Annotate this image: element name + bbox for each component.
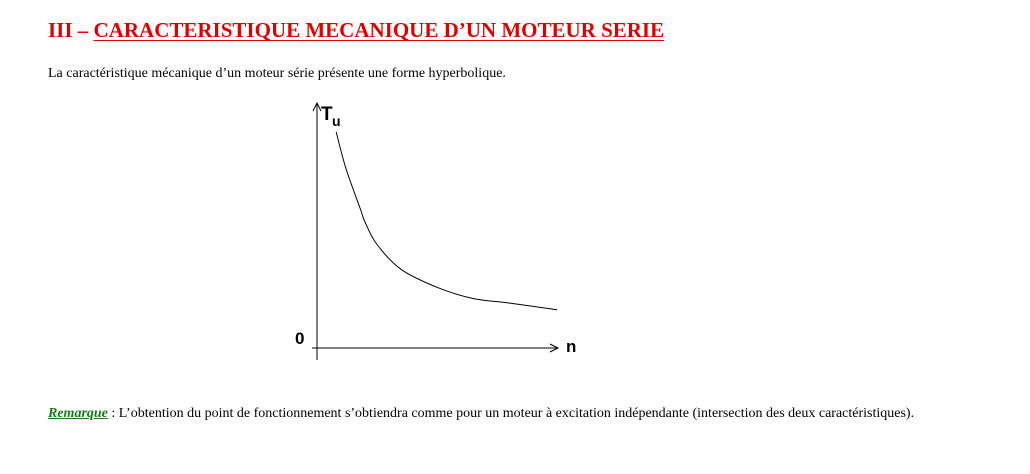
- intro-paragraph: La caractéristique mécanique d’un moteur série présente une forme hyperbolique.: [48, 66, 506, 81]
- remark-paragraph: [48, 404, 978, 424]
- y-axis-label: T: [321, 104, 333, 125]
- section-title: CARACTERISTIQUE MECANIQUE D’UN MOTEUR SERIE: [93, 18, 665, 42]
- remark-separator: :: [107, 406, 119, 421]
- x-axis-label: n: [566, 337, 577, 356]
- torque-speed-curve: [336, 132, 557, 310]
- section-heading: [48, 18, 664, 43]
- section-number: III –: [48, 18, 94, 42]
- y-axis-subscript: u: [332, 113, 341, 129]
- origin-label: 0: [295, 329, 305, 348]
- mechanical-characteristic-graph: [290, 98, 590, 368]
- remark-label: Remarque: [48, 406, 108, 421]
- remark-text: L’obtention du point de fonctionnement s’obtiendra comme pour un moteur à excitation indépendante (intersection des deux caractéristiques).: [118, 406, 915, 421]
